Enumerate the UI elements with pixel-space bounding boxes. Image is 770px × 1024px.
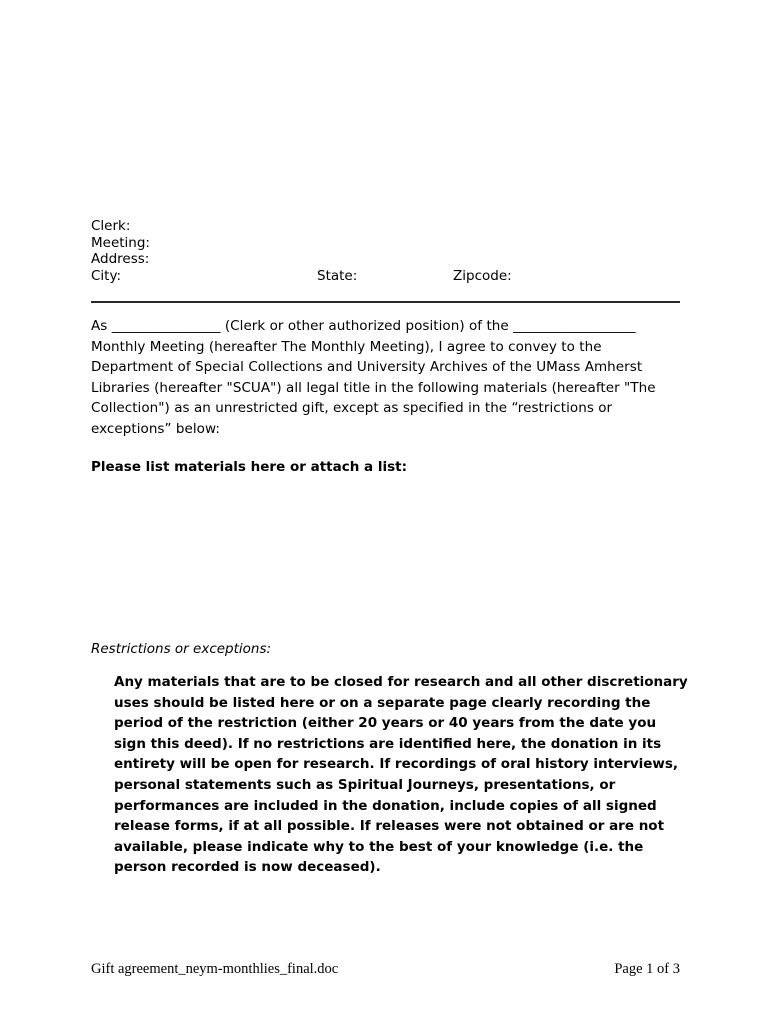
zipcode-label: Zipcode: — [453, 267, 512, 284]
restrictions-heading: Restrictions or exceptions: — [91, 641, 272, 657]
restrictions-instructions: Any materials that are to be closed for research and all other discretionary uses should be listed here or on a separate page clearly recording the period of the restriction (either 20 years or 40 years from the date you sign this deed). If no restrictions are identified here, the donation in its entirety will be open for research. If recordings of oral history interviews, personal statements such as Spiritual Journeys, presentations, or performances are included in the donation, include copies of all signed release forms, if at all possible. If releases were not obtained or are not available, please indicate why to the best of your knowledge (i.e. the person recorded is now deceased). — [114, 674, 688, 876]
contact-fields — [91, 218, 681, 284]
meeting-label: Meeting: — [91, 234, 150, 251]
address-label: Address: — [91, 251, 150, 267]
materials-list-heading: Please list materials here or attach a list: — [91, 459, 407, 475]
agreement-paragraph: As ________________ (Clerk or other authorized position) of the __________________ Monthly Meeting (hereafter The Monthly Meeting), I agree to convey to the Department of Special Collections and University Archives of the UMass Amherst Libraries (hereafter "SCUA") all legal title in the following materials (hereafter "The Collection") as an unrestricted gift, except as specified in the “restrictions or exceptions” below: — [91, 318, 656, 437]
address-field-row — [91, 251, 681, 268]
footer-page-number: Page 1 of 3 — [614, 961, 680, 977]
meeting-field-row — [91, 235, 681, 252]
horizontal-divider — [91, 301, 680, 303]
city-label: City: — [91, 267, 122, 284]
clerk-label: Clerk: — [91, 218, 131, 234]
footer-filename: Gift agreement_neym-monthlies_final.doc — [91, 961, 339, 977]
state-label: State: — [317, 267, 358, 284]
clerk-field-row — [91, 218, 681, 235]
city-state-zip-row — [91, 268, 681, 285]
